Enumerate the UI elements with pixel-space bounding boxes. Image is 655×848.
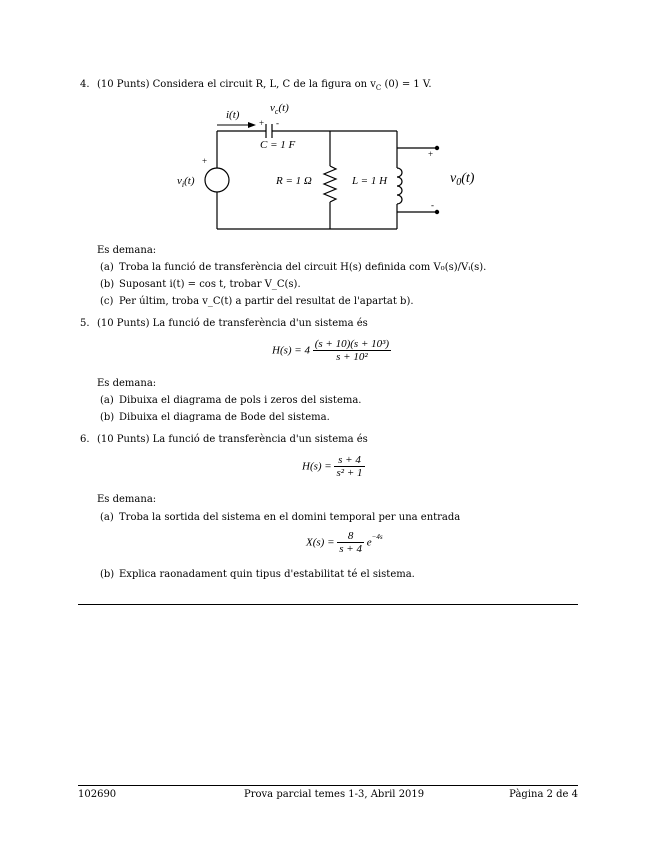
problem-4-statement	[97, 79, 432, 92]
problem-5-equation	[272, 338, 391, 363]
problem-5-number: 5.	[80, 318, 90, 329]
problem-5-item-b-label: (b)	[100, 412, 115, 423]
problem-4-item-a-text: Troba la funció de transferència del circuit H(s) definida com V₀(s)/Vᵢ(s).	[119, 262, 487, 273]
problem-5-numerator: (s + 10)(s + 10³)	[314, 338, 390, 350]
problem-4-item-b-label: (b)	[100, 279, 115, 290]
problem-6-ask: Es demana:	[97, 494, 157, 505]
problem-4-ask: Es demana:	[97, 245, 157, 256]
cap-minus-sign: -	[276, 118, 279, 128]
inductor-label: L = 1 H	[352, 175, 388, 187]
vi-label: $v_i(t)$	[177, 175, 195, 189]
source-plus-sign: +	[202, 156, 208, 166]
problem-4-item-c-label: (c)	[100, 296, 114, 307]
problem-6-numerator: s + 4	[334, 454, 364, 467]
problem-6-item-b-label: (b)	[100, 569, 115, 580]
problem-4-item-b-text: Suposant i(t) = cos t, trobar V_C(s).	[119, 279, 301, 290]
input-exponent: −4s	[371, 533, 383, 542]
input-numerator: 8	[337, 530, 364, 543]
problem-4-cond-sub: C	[375, 84, 382, 92]
problem-5-denominator: s + 10²	[336, 351, 368, 363]
problem-5-item-a-text: Dibuixa el diagrama de pols i zeros del sistema.	[119, 395, 362, 406]
cap-plus-sign: +	[259, 118, 265, 128]
input-fraction	[337, 530, 364, 555]
problem-6-input-equation	[306, 530, 383, 555]
problem-4-item-a-label: (a)	[100, 262, 114, 273]
output-minus-sign: -	[431, 200, 434, 210]
inductor-symbol	[397, 168, 402, 204]
problem-4-item-c-text: Per últim, troba v_C(t) a partir del resultat de l'apartat b).	[119, 296, 414, 307]
resistor-label: R = 1 Ω	[276, 175, 312, 187]
problem-5-statement: (10 Punts) La funció de transferència d'un sistema és	[97, 318, 368, 329]
problem-5-fraction	[313, 338, 391, 363]
resistor-symbol	[324, 166, 336, 202]
problem-4-cond-rest: (0) = 1 V.	[384, 79, 432, 90]
footer-page-number: Pàgina 2 de 4	[509, 789, 578, 800]
problem-6-item-a-label: (a)	[100, 512, 114, 523]
capacitor-label: C = 1 F	[260, 139, 296, 151]
output-terminal-top	[435, 146, 439, 150]
problem-6-item-a-text: Troba la sortida del sistema en el domini temporal per una entrada	[119, 512, 461, 523]
problem-4-statement-text: (10 Punts) Considera el circuit R, L, C de la figura on v	[97, 79, 376, 90]
footer-rule	[78, 785, 578, 786]
current-arrow-head	[248, 122, 256, 128]
problem-5-item-b-text: Dibuixa el diagrama de Bode del sistema.	[119, 412, 330, 423]
problem-5-ask: Es demana:	[97, 378, 157, 389]
input-exp-base: e	[366, 536, 372, 549]
rlc-circuit-diagram	[160, 98, 490, 238]
problem-5-item-a-label: (a)	[100, 395, 114, 406]
vc-label: $v_c(t)$	[270, 102, 289, 116]
problem-6-eq-lhs: H(s) =	[302, 460, 332, 473]
current-label: i(t)	[226, 109, 240, 121]
section-divider	[78, 604, 578, 605]
input-eq-lhs: X(s) =	[306, 536, 335, 549]
problem-6-denominator: s² + 1	[336, 467, 363, 479]
problem-6-item-b-text: Explica raonadament quin tipus d'estabilitat té el sistema.	[119, 569, 415, 580]
problem-6-statement: (10 Punts) La funció de transferència d'un sistema és	[97, 434, 368, 445]
problem-4-number: 4.	[80, 79, 90, 90]
input-denominator: s + 4	[339, 543, 362, 555]
voltage-source-symbol	[205, 168, 229, 192]
problem-6-number: 6.	[80, 434, 90, 445]
output-terminal-bottom	[435, 210, 439, 214]
footer-exam-title: Prova parcial temes 1-3, Abril 2019	[244, 789, 425, 800]
problem-5-eq-lhs: H(s) = 4	[272, 344, 310, 357]
output-plus-sign: +	[428, 149, 434, 159]
footer-course-code: 102690	[78, 789, 117, 800]
problem-6-equation	[302, 454, 365, 479]
problem-6-fraction	[334, 454, 364, 479]
vo-label: $v_0(t)$	[450, 171, 475, 188]
